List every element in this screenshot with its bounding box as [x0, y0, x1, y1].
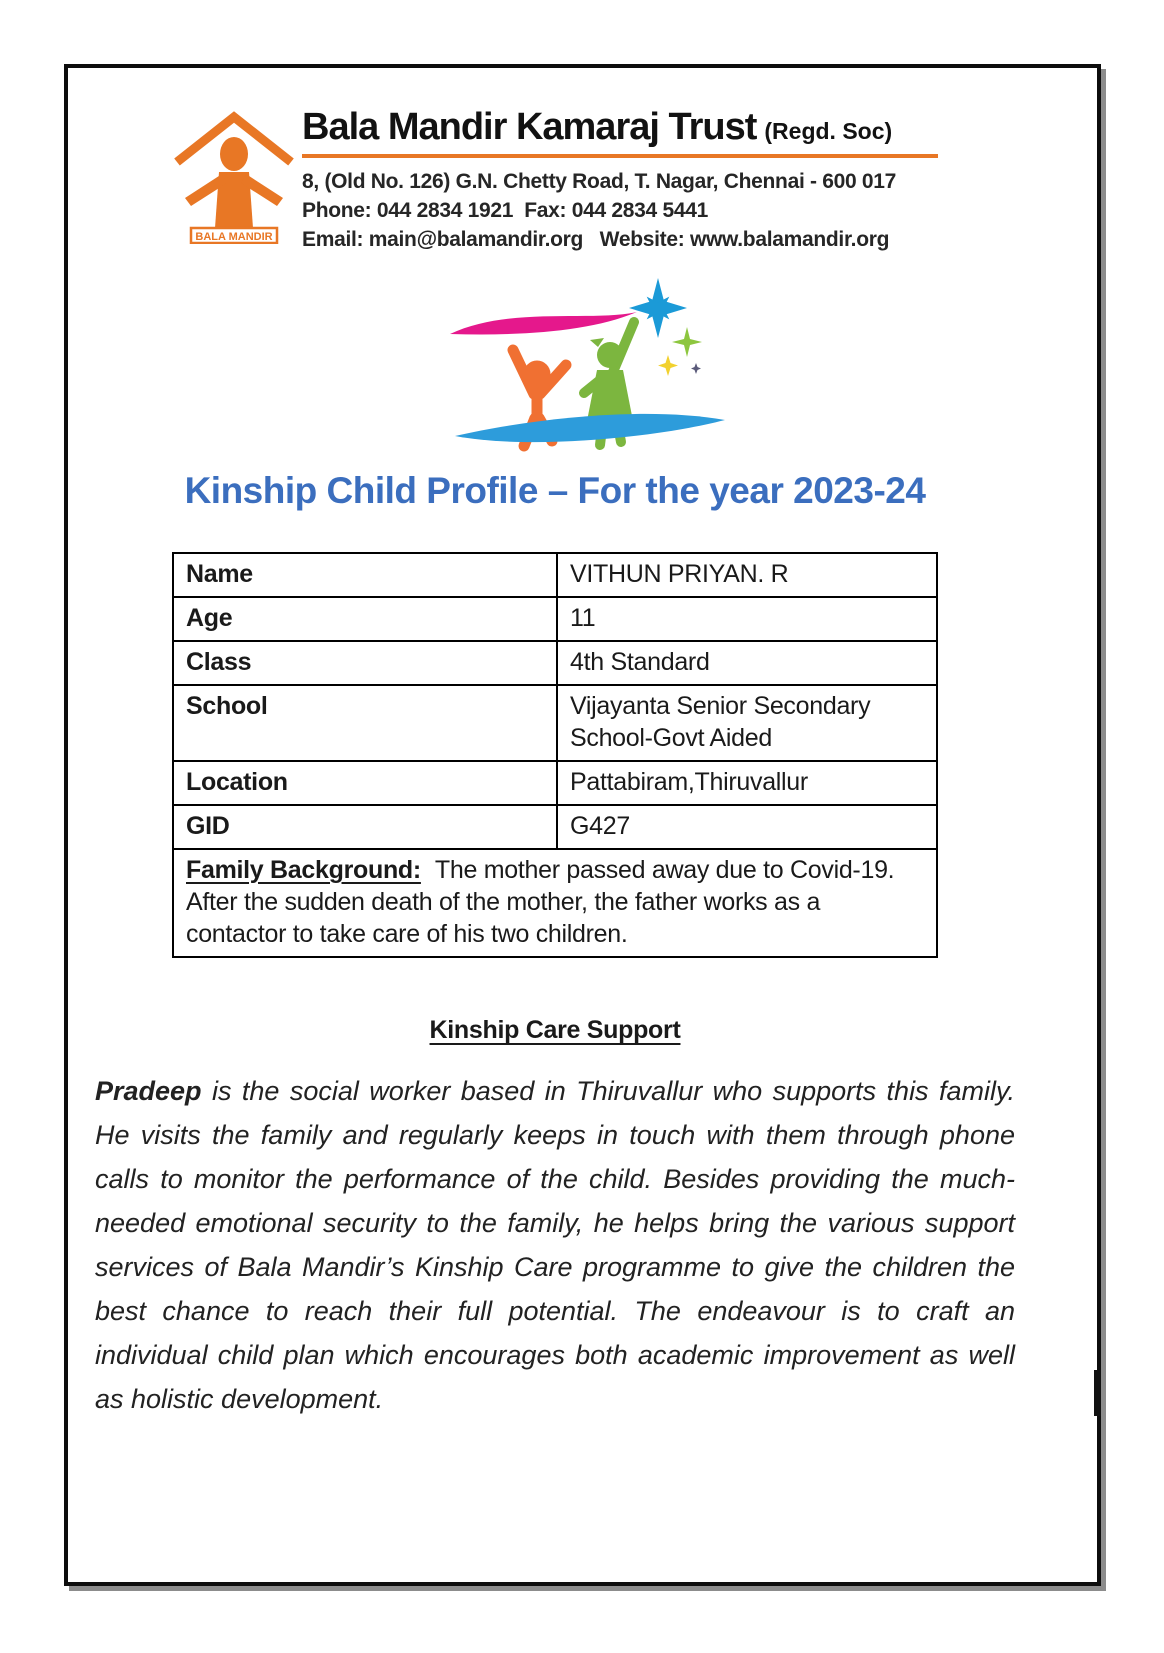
row-label: Name: [173, 553, 557, 597]
table-row: [173, 805, 937, 849]
table-row: [173, 641, 937, 685]
family-background-text: The mother passed away due to Covid-19. After the sudden death of the mother, the father works as a contactor to take care of his two children.: [186, 856, 895, 948]
row-label: Location: [173, 761, 557, 805]
children-stars-logo-icon: [440, 270, 740, 455]
row-value: 4th Standard: [557, 641, 937, 685]
letterhead: [168, 104, 1097, 254]
row-value: 11: [557, 597, 937, 641]
support-body-text: is the social worker based in Thiruvallur who supports this family. He visits the family and regularly keeps in touch with them through phone calls to monitor the performance of the child. Besides providing the much-needed emotional security to the family, he helps bring the various support services of Bala Mandir’s Kinship Care programme to give the children the best chance to reach their full potential. The endeavour is to craft an individual child plan which encourages both academic improvement as well as holistic development.: [95, 1076, 1015, 1414]
table-row: [173, 685, 937, 761]
family-background-label: Family Background:: [186, 856, 421, 884]
profile-table: [172, 552, 938, 958]
row-value: Pattabiram,Thiruvallur: [557, 761, 937, 805]
row-label: GID: [173, 805, 557, 849]
org-suffix: (Regd. Soc): [764, 118, 893, 144]
support-paragraph: [95, 1069, 1015, 1421]
phone-fax-line: Phone: 044 2834 1921 Fax: 044 2834 5441: [302, 199, 708, 222]
row-label: School: [173, 685, 557, 761]
table-row: [173, 553, 937, 597]
family-background-cell: [173, 849, 937, 957]
row-value: G427: [557, 805, 937, 849]
table-row: [173, 597, 937, 641]
page-title: Kinship Child Profile – For the year 2023-24: [184, 470, 926, 511]
document-page: [64, 64, 1101, 1586]
row-value: VITHUN PRIYAN. R: [557, 553, 937, 597]
row-value: Vijayanta Senior Secondary School-Govt Aided: [557, 685, 937, 761]
bala-mandir-logo-icon: [168, 104, 300, 244]
family-background-row: [173, 849, 937, 957]
email-website-line: Email: main@balamandir.org Website: www.balamandir.org: [302, 228, 890, 251]
address-line: 8, (Old No. 126) G.N. Chetty Road, T. Nagar, Chennai - 600 017: [302, 170, 897, 193]
letterhead-text: [302, 104, 938, 254]
row-label: Age: [173, 597, 557, 641]
worker-name: Pradeep: [95, 1076, 202, 1106]
org-name: Bala Mandir Kamaraj Trust: [302, 106, 757, 148]
org-title-line: [302, 106, 938, 149]
table-row: [173, 761, 937, 805]
logo-caption: BALA MANDIR: [195, 231, 273, 243]
scan-artifact: [1094, 1370, 1101, 1416]
row-label: Class: [173, 641, 557, 685]
support-section-heading: Kinship Care Support: [429, 1016, 681, 1044]
org-divider: [302, 154, 938, 158]
